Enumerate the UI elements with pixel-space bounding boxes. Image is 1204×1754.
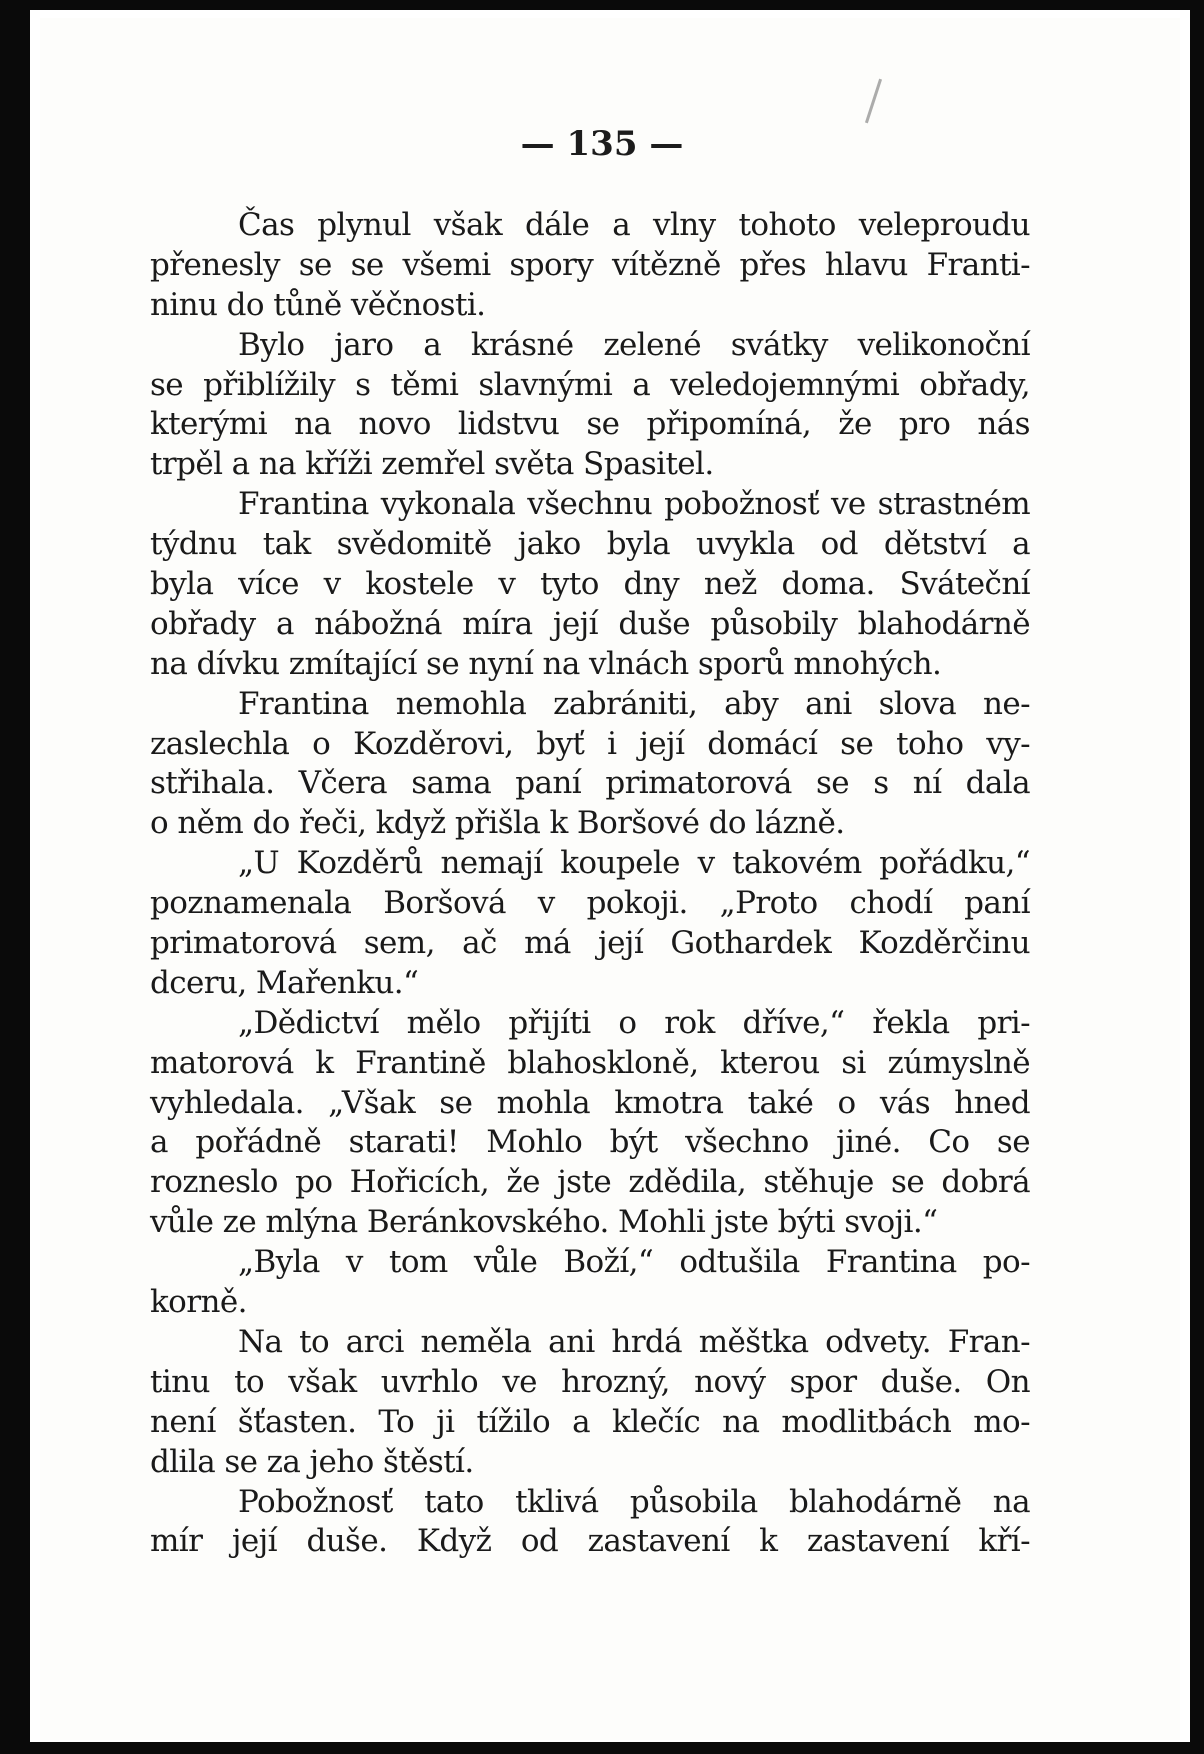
text-line: „Dědictví mělo přijíti o rok dříve,“ řekla pri- [238,1004,1030,1041]
text-line: není šťasten. To ji tížilo a klečíc na modlitbách mo- [150,1403,1030,1440]
text-line: Frantina vykonala všechnu pobožnosť ve strastném [238,486,1030,523]
text-line: přenesly se se všemi spory vítězně přes hlavu Franti- [150,246,1030,283]
text-line: zaslechla o Kozděrovi, byť i její domácí se toho vy- [150,725,1030,762]
text-line: Pobožnosť tato tklivá působila blahodárně na [238,1483,1030,1520]
text-line: byla více v kostele v tyto dny než doma. Sváteční [150,566,1030,603]
text-line: Čas plynul však dále a vlny tohoto veleproudu [238,207,1030,243]
page-number: — 135 — [520,124,684,164]
text-line: matorová k Frantině blahoskloně, kterou si zúmyslně [150,1044,1030,1081]
text-line: kterými na novo lidstvu se připomíná, že pro nás [150,406,1030,443]
text-line: dlila se za jeho štěstí. [150,1443,474,1480]
text-line: se přiblížily s těmi slavnými a veledojemnými obřady, [150,366,1030,403]
scan-border-top [0,0,1204,10]
text-line: primatorová sem, ač má její Gothardek Kozděrčinu [150,925,1030,962]
text-line: „Byla v tom vůle Boží,“ odtušila Frantina po- [238,1244,1030,1281]
text-line: týdnu tak svědomitě jako byla uvykla od dětství a [150,526,1030,563]
text-line: vyhledala. „Však se mohla kmotra také o vás hned [150,1084,1030,1121]
text-line: Na to arci neměla ani hrdá měštka odvety. Fran- [238,1323,1030,1360]
text-line: tinu to však uvrhlo ve hrozný, nový spor duše. On [150,1363,1030,1400]
scan-border-right [1190,0,1204,1754]
body-text [150,206,1030,1562]
text-line: mír její duše. Když od zastavení k zastavení kří- [150,1523,1030,1560]
text-line: Bylo jaro a krásné zelené svátky velikonoční [238,326,1030,363]
text-line: ninu do tůně věčnosti. [150,286,486,323]
text-line: poznamenala Boršová v pokoji. „Proto chodí paní [150,885,1030,922]
text-line: střihala. Včera sama paní primatorová se s ní dala [150,765,1030,802]
text-line: Frantina nemohla zabrániti, aby ani slova ne- [238,685,1030,722]
text-line: dceru, Mařenku.“ [150,964,419,1001]
text-line: na dívku zmítající se nyní na vlnách sporů mnohých. [150,645,942,682]
text-line: vůle ze mlýna Beránkovského. Mohli jste býti svoji.“ [150,1204,938,1241]
text-line: o něm do řeči, když přišla k Boršové do lázně. [150,805,845,842]
scan-border-bottom [0,1742,1204,1754]
scan-border-left [0,0,30,1754]
text-line: korně. [150,1284,247,1321]
text-line: trpěl a na kříži zemřel světa Spasitel. [150,446,714,483]
text-line: rozneslo po Hořicích, že jste zdědila, stěhuje se dobrá [150,1164,1030,1201]
text-line: a pořádně starati! Mohlo být všechno jiné. Co se [150,1124,1030,1161]
text-line: obřady a nábožná míra její duše působily blahodárně [150,605,1030,642]
text-line: „U Kozděrů nemají koupele v takovém pořádku,“ [238,845,1030,882]
